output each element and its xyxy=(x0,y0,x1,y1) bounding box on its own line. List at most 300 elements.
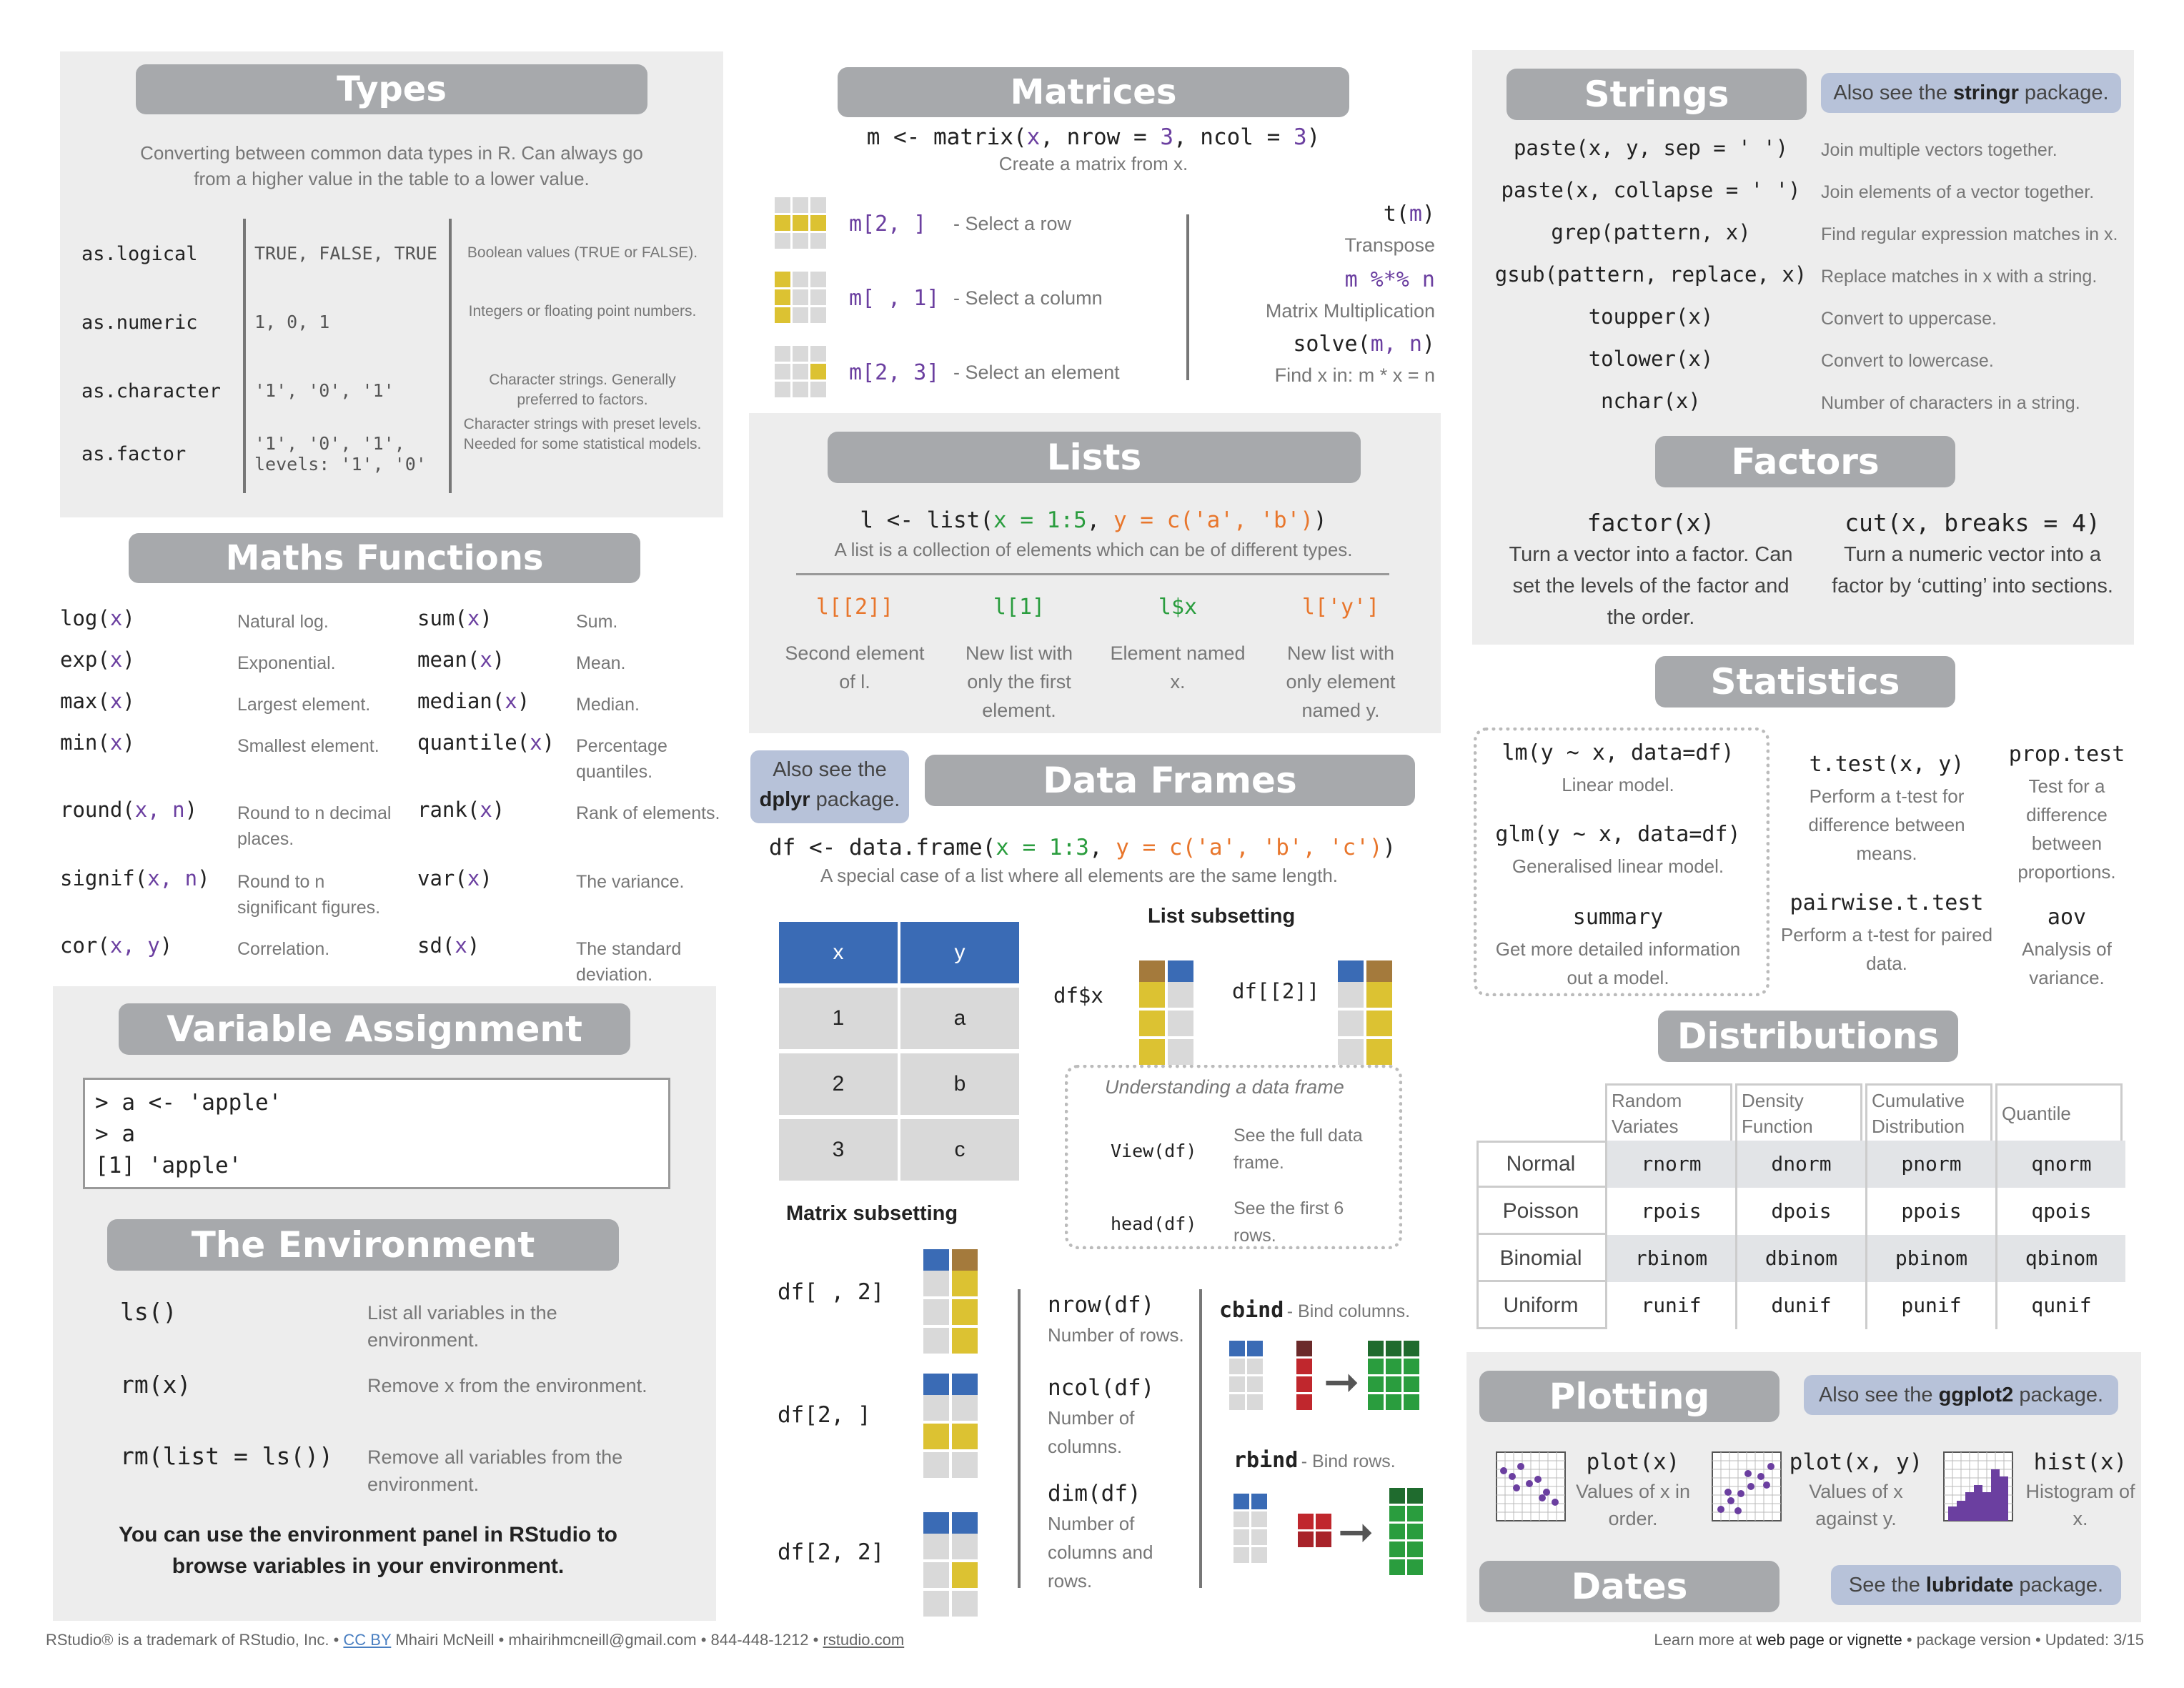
plot-xy-icon-point xyxy=(1717,1506,1724,1513)
rbind-result-icon-cell xyxy=(1389,1524,1405,1539)
matrices-code-n1: 3 xyxy=(1160,124,1173,150)
matrices-code-b: , nrow = xyxy=(1040,124,1161,150)
matrix-subsetting-code: df[ , 2] xyxy=(778,1279,885,1305)
rbind-top-icon-cell xyxy=(1234,1529,1249,1545)
plotting-fn: plot(x) xyxy=(1586,1449,1680,1475)
df-code-y: y = c('a', 'b', 'c') xyxy=(1116,835,1383,860)
statistics-fn: aov xyxy=(2047,905,2087,930)
maths-right-fn-args: x xyxy=(480,798,492,822)
lists-item-code: l$x xyxy=(1158,595,1198,620)
matrices-right-code-a: m %*% n xyxy=(1344,267,1435,292)
rbind-result-icon-header-cell xyxy=(1407,1488,1423,1504)
dates-title: Dates xyxy=(1479,1561,1780,1612)
msub-col-icon-cell xyxy=(952,1328,978,1354)
varassign-title: Variable Assignment xyxy=(119,1003,630,1055)
dist-cell: rpois xyxy=(1605,1188,1735,1235)
maths-right-fn-args: x xyxy=(505,689,517,713)
types-desc: Integers or floating point numbers. xyxy=(468,303,697,319)
matrix-subsetting-code: df[2, ] xyxy=(778,1402,871,1428)
msub-col-icon-cell xyxy=(952,1271,978,1296)
plot-x-icon-point xyxy=(1513,1484,1520,1491)
statistics-fn: pairwise.t.test xyxy=(1790,890,1984,915)
df-bracket-icon-cell xyxy=(1366,1039,1392,1065)
rbind-result-icon-cell xyxy=(1407,1541,1423,1557)
strings-desc: Find regular expression matches in x. xyxy=(1821,224,2118,244)
maths-left-fn-close: ) xyxy=(122,606,135,630)
matrices-desc: - Select an element xyxy=(953,362,1120,383)
df-code-a: df <- data.frame( xyxy=(769,835,996,860)
plotting-title: Plotting xyxy=(1479,1371,1780,1422)
maths-right-desc: Sum. xyxy=(576,612,618,632)
maths-left-fn-fn: exp( xyxy=(60,647,110,672)
types-value: '1', '0', '1' xyxy=(254,380,394,401)
maths-left-fn-args: x xyxy=(109,647,123,672)
rbind-top-icon-cell xyxy=(1251,1529,1267,1545)
dist-cell: pbinom xyxy=(1865,1235,1995,1282)
rbind-bottom-icon-cell xyxy=(1316,1531,1331,1547)
strings-fn: paste(x, y, sep = ' ') xyxy=(1513,136,1789,160)
maths-right-fn-fn: mean( xyxy=(417,647,480,672)
select-column-icon-cell xyxy=(810,289,826,305)
rbind-result-icon-header-cell xyxy=(1389,1488,1405,1504)
matrices-code-c: , ncol = xyxy=(1173,124,1294,150)
rbind-top-icon-cell xyxy=(1234,1511,1249,1527)
cbind-arrow-icon: ➞ xyxy=(1324,1358,1360,1406)
matrices-right-code xyxy=(1384,202,1435,227)
dist-cell: pnorm xyxy=(1865,1141,1995,1188)
dist-cell: dunif xyxy=(1735,1282,1865,1329)
cbind-result-icon-cell xyxy=(1386,1376,1401,1392)
understanding-desc: See the first 6 rows. xyxy=(1234,1198,1344,1246)
maths-left-fn-args: x xyxy=(109,606,123,630)
cbind-right-icon-header-cell xyxy=(1296,1341,1312,1356)
console-line-3: [1] 'apple' xyxy=(95,1153,242,1178)
maths-left-fn-args: x xyxy=(109,689,123,713)
matrices-right-code-a: solve( xyxy=(1293,332,1371,357)
cbind-result-icon-cell xyxy=(1404,1359,1419,1374)
msub-row-icon-cell xyxy=(952,1424,978,1449)
cbind-result-icon-cell xyxy=(1404,1394,1419,1410)
msub-elem-icon-cell xyxy=(952,1591,978,1617)
plotting-fn: plot(x, y) xyxy=(1789,1449,1923,1475)
select-column-icon-cell xyxy=(793,307,808,323)
env-fn: rm(list = ls()) xyxy=(120,1442,334,1470)
maths-right-fn-fn: median( xyxy=(417,689,505,713)
statistics-desc: Generalised linear model. xyxy=(1512,855,1724,877)
matrices-desc: - Select a row xyxy=(953,213,1072,234)
types-value: 1, 0, 1 xyxy=(254,312,330,332)
maths-right-fn-fn: var( xyxy=(417,866,467,890)
statistics-desc: Analysis of variance. xyxy=(2022,938,2112,988)
dims-fn: dim(df) xyxy=(1048,1481,1141,1506)
msub-col-icon-cell xyxy=(923,1328,949,1354)
cbind-left-icon-cell xyxy=(1247,1359,1263,1374)
plotting-desc: Values of x in order. xyxy=(1575,1481,1691,1529)
msub-elem-icon-cell xyxy=(923,1591,949,1617)
dims-desc: Number of columns. xyxy=(1048,1407,1135,1457)
statistics-fn: prop.test xyxy=(2008,742,2125,767)
plot-x-icon-point xyxy=(1517,1463,1524,1470)
lists-sub: A list is a collection of elements which can be of different types. xyxy=(834,539,1353,560)
matrices-code-d: ) xyxy=(1306,124,1321,150)
matrices-title: Matrices xyxy=(838,67,1349,117)
matrices-code: m[2, ] xyxy=(849,212,927,237)
factor-fn: cut(x, breaks = 4) xyxy=(1845,509,2100,537)
maths-right-fn xyxy=(417,730,555,755)
maths-right-fn-close: ) xyxy=(542,730,555,755)
rbind-bottom-icon-cell xyxy=(1298,1514,1314,1529)
statistics-desc: Test for a difference between proportions. xyxy=(2017,775,2116,883)
types-title: Types xyxy=(136,64,647,114)
dplyr-note-c: package. xyxy=(815,788,900,811)
footer-left-a: RStudio® is a trademark of RStudio, Inc. • xyxy=(46,1631,344,1649)
maths-left-fn-args: x, y xyxy=(109,933,160,958)
types-divider-1 xyxy=(243,219,246,493)
footer-rstudio-link[interactable]: rstudio.com xyxy=(823,1631,905,1649)
dataframes-code xyxy=(769,835,1396,860)
rbind-result-icon-cell xyxy=(1389,1541,1405,1557)
matrix-subsetting-code: df[2, 2] xyxy=(778,1539,885,1565)
df-table-cell: 2 xyxy=(779,1053,898,1115)
plotting-desc: Values of x against y. xyxy=(1809,1481,1903,1529)
maths-left-fn-fn: signif( xyxy=(60,866,148,890)
df-dollar-code: df$x xyxy=(1053,983,1103,1008)
df-dollar-icon-cell xyxy=(1168,982,1193,1008)
hist-icon-bar xyxy=(1982,1492,1991,1521)
env-desc: List all variables in the environment. xyxy=(367,1302,557,1351)
dplyr-note-a: Also see the xyxy=(773,758,887,781)
maths-left-fn-close: ) xyxy=(122,689,135,713)
plot-xy-icon-point xyxy=(1724,1489,1732,1496)
ggplot2-note-a: Also see the xyxy=(1818,1384,1939,1406)
dist-cell: runif xyxy=(1605,1282,1735,1329)
maths-right-fn xyxy=(417,647,505,672)
rbind-result-icon-cell xyxy=(1389,1559,1405,1575)
understanding-label: Understanding a data frame xyxy=(1105,1076,1344,1098)
dataframes-sub: A special case of a list where all elements are the same length. xyxy=(820,865,1339,886)
lists-item-code: l['y'] xyxy=(1301,595,1380,620)
env-title: The Environment xyxy=(107,1219,619,1271)
env-fn: rm(x) xyxy=(120,1371,192,1399)
statistics-desc: Perform a t-test for difference between means. xyxy=(1808,785,1965,864)
plot-xy-icon-point xyxy=(1737,1490,1744,1497)
msub-row-icon-cell xyxy=(923,1424,949,1449)
types-desc: Character strings with preset levels. Needed for some statistical models. xyxy=(463,416,702,452)
lubridate-note xyxy=(1831,1565,2121,1605)
msub-elem-icon-cell xyxy=(923,1562,949,1588)
maths-left-fn-fn: max( xyxy=(60,689,110,713)
dims-divider-2 xyxy=(1199,1289,1202,1588)
factor-desc: Turn a vector into a factor. Can set the levels of the factor and the order. xyxy=(1509,543,1793,629)
rbind-top-icon-cell xyxy=(1251,1547,1267,1563)
types-fn: as.factor xyxy=(81,443,187,465)
plotting-desc: Histogram of x. xyxy=(2025,1481,2135,1529)
strings-fn: nchar(x) xyxy=(1601,389,1701,413)
matrices-right-code-v: m, n xyxy=(1370,332,1422,357)
select-element-icon-cell xyxy=(810,382,826,397)
rbind-result-icon-cell xyxy=(1407,1559,1423,1575)
maths-left-desc: Exponential. xyxy=(237,653,336,673)
strings-fn: toupper(x) xyxy=(1588,304,1714,329)
hist-icon-bar xyxy=(1991,1469,2000,1521)
plot-x-icon-point xyxy=(1534,1476,1542,1483)
cbind-left-icon-cell xyxy=(1247,1394,1263,1410)
df-dollar-icon-cell xyxy=(1139,982,1165,1008)
df-bracket-icon-cell xyxy=(1338,1011,1364,1036)
df-table-cell: a xyxy=(900,988,1019,1049)
maths-left-fn-close: ) xyxy=(159,933,173,958)
maths-right-fn xyxy=(417,866,492,890)
select-row-icon-cell xyxy=(810,233,826,249)
msub-row-icon-cell xyxy=(923,1395,949,1421)
plot-x-icon-point xyxy=(1526,1480,1533,1487)
lubridate-note-a: See the xyxy=(1848,1574,1926,1597)
msub-row-icon-cell xyxy=(923,1452,949,1478)
maths-left-desc: Natural log. xyxy=(237,612,329,632)
distributions-title: Distributions xyxy=(1658,1011,1958,1062)
df-bracket-icon-cell xyxy=(1338,982,1364,1008)
hist-icon-bar xyxy=(1965,1492,1974,1521)
matrices-code: m[ , 1] xyxy=(849,286,940,311)
plot-xy-icon-point xyxy=(1744,1470,1752,1477)
types-fn: as.logical xyxy=(81,243,198,265)
maths-left-desc: Correlation. xyxy=(237,939,330,959)
select-row-icon-cell xyxy=(793,233,808,249)
df-table-header: x xyxy=(779,922,898,983)
df-dollar-icon-cell xyxy=(1168,1011,1193,1036)
lists-code-a: l <- list( xyxy=(860,507,993,533)
rbind-result-icon-cell xyxy=(1389,1506,1405,1521)
footer-cc-link[interactable]: CC BY xyxy=(343,1631,392,1649)
maths-left-fn-args: x, n xyxy=(147,866,198,890)
strings-desc: Convert to lowercase. xyxy=(1821,351,1994,371)
maths-right-fn-args: x xyxy=(530,730,542,755)
msub-elem-icon-cell xyxy=(923,1534,949,1559)
select-row-icon-cell xyxy=(775,197,790,213)
dist-cell: rnorm xyxy=(1605,1141,1735,1188)
lists-item-desc: Second element of l. xyxy=(785,642,925,692)
cbind-left-icon-cell xyxy=(1229,1376,1245,1392)
dist-header: Cumulative Distribution xyxy=(1865,1083,1992,1141)
types-fn: as.numeric xyxy=(81,312,198,334)
dist-cell: dbinom xyxy=(1735,1235,1865,1282)
msub-col-icon-cell xyxy=(952,1299,978,1325)
cbind-left-icon-cell xyxy=(1247,1376,1263,1392)
maths-left-fn xyxy=(60,689,135,713)
select-element-icon-cell xyxy=(775,382,790,397)
matrices-code: m[2, 3] xyxy=(849,360,940,385)
matrices-right-code xyxy=(1345,267,1435,292)
cbind-label xyxy=(1219,1298,1410,1323)
hist-icon xyxy=(1942,1451,2014,1522)
cbind-result-icon-cell xyxy=(1368,1376,1384,1392)
maths-right-fn-close: ) xyxy=(492,798,505,822)
plot-x-icon-point xyxy=(1500,1467,1507,1474)
maths-left-fn xyxy=(60,933,172,958)
plot-xy-icon-point xyxy=(1757,1473,1764,1480)
dist-name: Binomial xyxy=(1476,1235,1605,1282)
plot-x-icon-point xyxy=(1509,1473,1516,1480)
maths-right-fn-args: x xyxy=(480,647,492,672)
strings-title: Strings xyxy=(1507,69,1807,120)
lists-code-y: y = c('a', 'b') xyxy=(1113,507,1314,533)
maths-left-fn xyxy=(60,866,210,890)
cbind-result-icon-header-cell xyxy=(1404,1341,1419,1356)
df-bracket-icon-cell xyxy=(1366,1011,1392,1036)
select-column-icon-cell xyxy=(775,307,790,323)
statistics-fn: t.test(x, y) xyxy=(1809,752,1965,777)
hist-icon-bar xyxy=(1948,1506,1957,1521)
strings-desc: Replace matches in x with a string. xyxy=(1821,267,2098,287)
cbind-desc: - Bind columns. xyxy=(1286,1301,1411,1321)
rbind-bottom-icon-cell xyxy=(1316,1514,1331,1529)
lists-item-desc: New list with only the first element. xyxy=(965,642,1073,721)
dist-name: Normal xyxy=(1476,1141,1605,1188)
dist-cell: ppois xyxy=(1865,1188,1995,1235)
matrices-right-desc: Transpose xyxy=(1344,234,1435,256)
select-column-icon-cell xyxy=(775,289,790,305)
select-element-icon-cell xyxy=(775,346,790,362)
select-element-icon-cell xyxy=(793,346,808,362)
types-value: TRUE, FALSE, TRUE xyxy=(254,243,437,264)
df-bracket-code: df[[2]] xyxy=(1232,979,1320,1003)
df-bracket-icon-cell xyxy=(1366,982,1392,1008)
footer-right-b: web page or vignette xyxy=(1756,1631,1902,1649)
matrices-code-x: x xyxy=(1026,124,1041,150)
select-element-icon-cell xyxy=(793,382,808,397)
rbind-desc: - Bind rows. xyxy=(1301,1451,1396,1471)
plot-xy-icon-point xyxy=(1734,1507,1742,1514)
lists-code-x: x = 1:5 xyxy=(993,507,1087,533)
df-table-header: y xyxy=(900,922,1019,983)
stringr-note-c: package. xyxy=(2018,81,2109,104)
list-subsetting-label: List subsetting xyxy=(1148,905,1296,928)
select-row-icon-cell xyxy=(810,197,826,213)
select-row-icon-cell xyxy=(793,215,808,231)
lists-item-desc: Element named x. xyxy=(1110,642,1246,692)
cbind-result-icon-cell xyxy=(1386,1394,1401,1410)
footer-right xyxy=(1654,1631,2144,1649)
maths-title: Maths Functions xyxy=(129,533,640,583)
dist-cell: qunif xyxy=(1995,1282,2125,1329)
maths-right-fn-fn: sum( xyxy=(417,606,467,630)
matrices-code-n2: 3 xyxy=(1293,124,1307,150)
matrices-code-a: m <- matrix( xyxy=(866,124,1027,150)
rbind-arrow-icon: ➞ xyxy=(1338,1508,1374,1556)
understanding-desc: See the full data frame. xyxy=(1234,1126,1363,1173)
maths-right-desc: The standard deviation. xyxy=(576,939,682,985)
select-row-icon-cell xyxy=(775,215,790,231)
plotting-fn: hist(x) xyxy=(2033,1449,2128,1475)
df-code-c: ) xyxy=(1382,835,1396,860)
console-line-1: > a <- 'apple' xyxy=(95,1090,282,1116)
env-footer: You can use the environment panel in RStudio to browse variables in your environment. xyxy=(119,1523,617,1578)
dist-name: Uniform xyxy=(1476,1282,1605,1329)
cbind-result-icon-cell xyxy=(1386,1359,1401,1374)
matrices-right-code-b: ) xyxy=(1421,202,1435,227)
maths-left-desc: Smallest element. xyxy=(237,736,379,756)
maths-right-fn-fn: rank( xyxy=(417,798,480,822)
maths-right-fn-close: ) xyxy=(492,647,505,672)
types-fn: as.character xyxy=(81,380,222,402)
maths-right-fn-args: x xyxy=(455,933,467,958)
cbind-result-icon-cell xyxy=(1404,1376,1419,1392)
dims-fn: ncol(df) xyxy=(1048,1375,1155,1401)
msub-elem-icon-cell xyxy=(952,1534,978,1559)
maths-left-fn-fn: log( xyxy=(60,606,110,630)
select-row-icon-cell xyxy=(775,233,790,249)
footer-right-c: • package version • Updated: 3/15 xyxy=(1902,1631,2144,1649)
maths-right-fn-close: ) xyxy=(467,933,480,958)
dims-desc: Number of columns and rows. xyxy=(1048,1513,1153,1592)
rbind-label xyxy=(1234,1448,1396,1473)
dims-fn: nrow(df) xyxy=(1048,1292,1155,1318)
dist-header: Quantile xyxy=(1995,1083,2123,1141)
rbind-bottom-icon-cell xyxy=(1298,1531,1314,1547)
df-table-cell: 3 xyxy=(779,1119,898,1181)
statistics-fn: summary xyxy=(1572,905,1664,930)
matrices-right-desc: Matrix Multiplication xyxy=(1265,300,1435,322)
maths-right-fn-close: ) xyxy=(480,866,492,890)
matrices-desc: - Select a column xyxy=(953,287,1103,309)
cbind-result-icon-cell xyxy=(1368,1359,1384,1374)
lubridate-note-c: package. xyxy=(2013,1574,2104,1597)
plot-x-icon-point xyxy=(1539,1494,1546,1501)
select-element-icon-cell xyxy=(775,364,790,379)
rbind-result-icon-cell xyxy=(1407,1506,1423,1521)
matrices-right-code-b: ) xyxy=(1421,332,1435,357)
msub-row-icon-cell xyxy=(952,1452,978,1478)
footer-right-a: Learn more at xyxy=(1654,1631,1757,1649)
cbind-right-icon-cell xyxy=(1296,1394,1312,1410)
types-divider-2 xyxy=(449,219,452,493)
rbind-top-icon-header-cell xyxy=(1251,1494,1267,1509)
maths-left-fn xyxy=(60,606,135,630)
plot-xy-icon xyxy=(1711,1451,1782,1522)
strings-desc: Join multiple vectors together. xyxy=(1821,140,2058,160)
dplyr-note xyxy=(750,750,909,823)
strings-fn: paste(x, collapse = ' ') xyxy=(1501,178,1801,202)
cbind-left-icon-cell xyxy=(1229,1394,1245,1410)
plot-x-icon-point xyxy=(1543,1489,1550,1496)
env-fn: ls() xyxy=(120,1298,177,1326)
rbind-top-icon-cell xyxy=(1251,1511,1267,1527)
select-element-icon-cell xyxy=(810,346,826,362)
plot-xy-icon-point xyxy=(1763,1481,1770,1489)
msub-row-icon-cell xyxy=(952,1395,978,1421)
factors-title: Factors xyxy=(1655,436,1955,487)
maths-right-fn-close: ) xyxy=(480,606,492,630)
maths-right-desc: Percentage quantiles. xyxy=(576,736,667,782)
maths-left-fn-args: x, n xyxy=(134,798,185,822)
types-desc: Boolean values (TRUE or FALSE). xyxy=(467,244,698,261)
maths-right-fn-fn: quantile( xyxy=(417,730,530,755)
strings-fn: tolower(x) xyxy=(1588,347,1714,371)
hist-icon-bar xyxy=(1974,1485,1982,1521)
understanding-fn: head(df) xyxy=(1111,1213,1197,1234)
stringr-note-a: Also see the xyxy=(1833,81,1954,104)
lubridate-note-b: lubridate xyxy=(1925,1574,2014,1597)
dataframes-title: Data Frames xyxy=(925,755,1415,806)
strings-desc: Join elements of a vector together. xyxy=(1821,182,2095,202)
footer-left-b: Mhairi McNeill • mhairihmcneill@gmail.com • 844-448-1212 • xyxy=(391,1631,823,1649)
env-desc: Remove all variables from the environment. xyxy=(367,1446,623,1495)
select-element-icon-cell xyxy=(810,364,826,379)
cbind-left-icon-header-cell xyxy=(1229,1341,1245,1356)
cbind-left-icon-header-cell xyxy=(1247,1341,1263,1356)
msub-col-icon-cell xyxy=(923,1299,949,1325)
matrices-right-code-a: t( xyxy=(1383,202,1409,227)
